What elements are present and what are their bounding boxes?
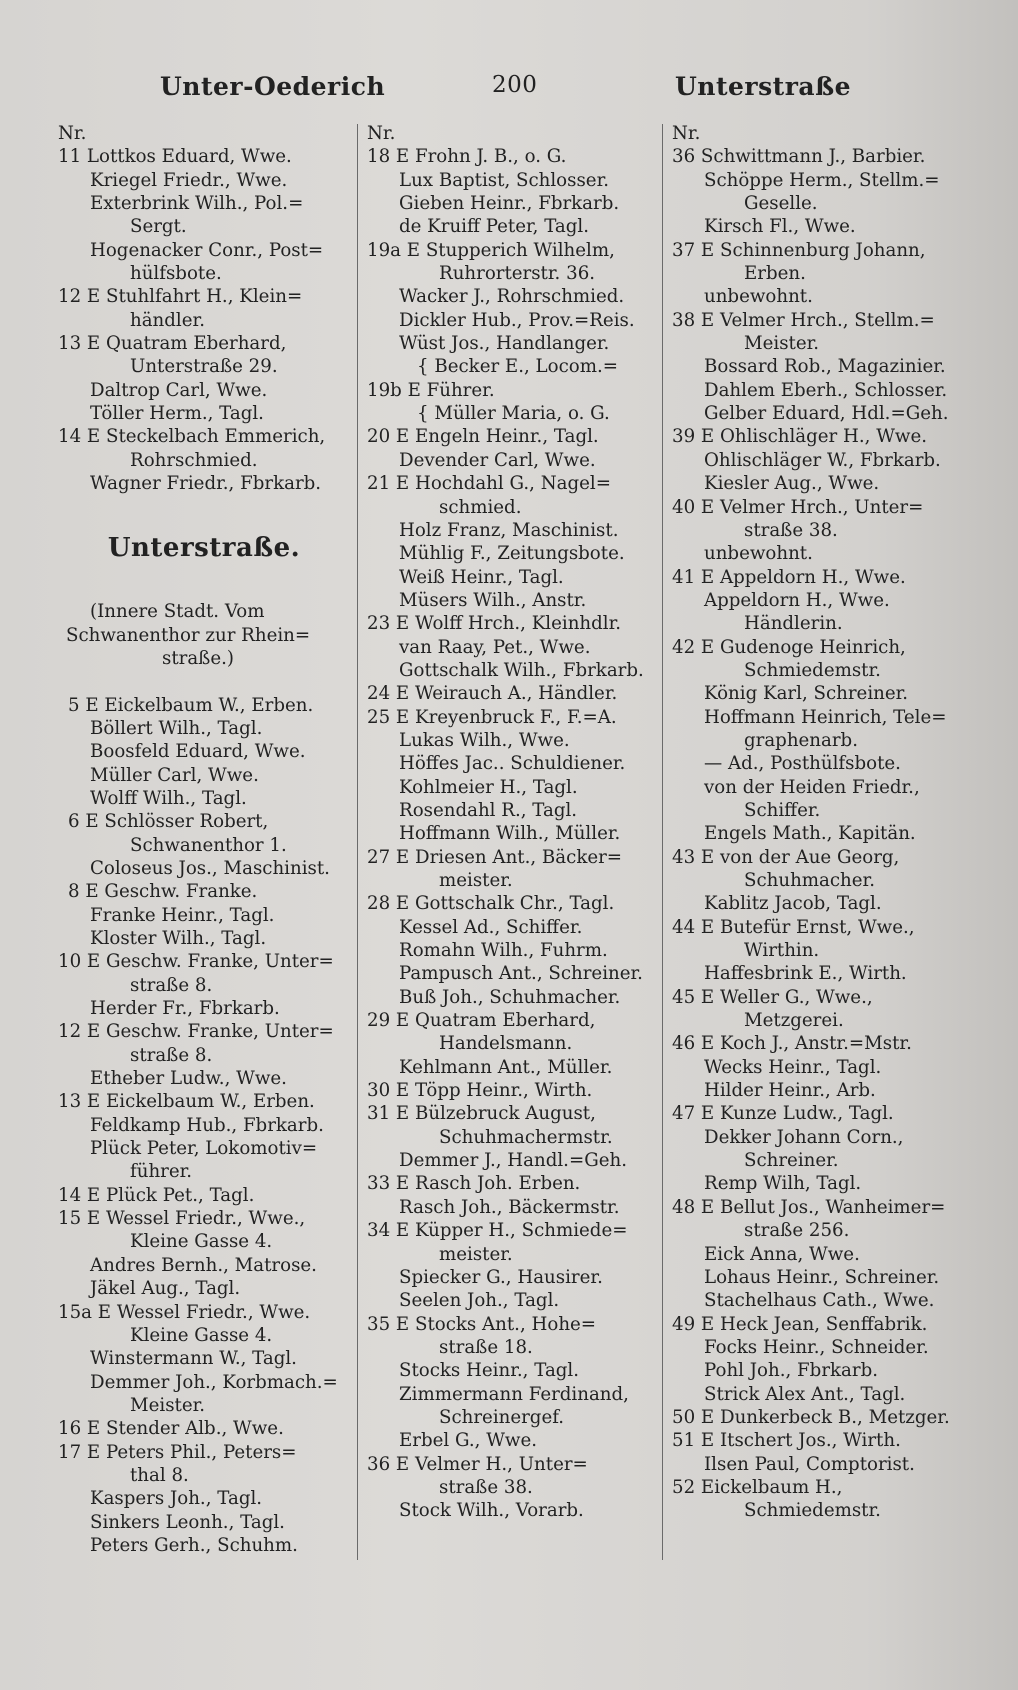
directory-line: Ruhrorterstr. 36. bbox=[439, 263, 596, 285]
directory-line: Herder Fr., Fbrkarb. bbox=[90, 998, 280, 1020]
directory-line: Lux Baptist, Schlosser. bbox=[399, 169, 610, 191]
directory-line: Kiesler Aug., Wwe. bbox=[704, 473, 880, 495]
directory-line: straße 18. bbox=[439, 1336, 533, 1358]
directory-line: Kohlmeier H., Tagl. bbox=[399, 776, 578, 798]
directory-line: Devender Carl, Wwe. bbox=[399, 449, 596, 471]
directory-line: van Raay, Pet., Wwe. bbox=[399, 636, 591, 658]
directory-line: Wirthin. bbox=[744, 940, 820, 962]
directory-line: Winstermann W., Tagl. bbox=[90, 1348, 297, 1370]
directory-line: 20 E Engeln Heinr., Tagl. bbox=[367, 426, 599, 448]
directory-line: Geselle. bbox=[744, 193, 818, 215]
directory-line: 12 E Geschw. Franke, Unter= bbox=[58, 1021, 334, 1043]
directory-line: Plück Peter, Lokomotiv= bbox=[90, 1138, 318, 1160]
directory-line: Pampusch Ant., Schreiner. bbox=[399, 963, 643, 985]
directory-line: führer. bbox=[130, 1161, 193, 1183]
directory-line: Engels Math., Kapitän. bbox=[704, 823, 916, 845]
directory-line: Erbel G., Wwe. bbox=[399, 1430, 538, 1452]
directory-line: 24 E Weirauch A., Händler. bbox=[367, 683, 618, 705]
directory-line: Meister. bbox=[130, 1394, 206, 1416]
directory-line: Pohl Joh., Fbrkarb. bbox=[704, 1360, 878, 1382]
directory-line: 46 E Koch J., Anstr.=Mstr. bbox=[672, 1033, 912, 1055]
directory-line: Zimmermann Ferdinand, bbox=[399, 1383, 629, 1405]
directory-line: 19b E Führer. bbox=[367, 379, 495, 401]
directory-line: Lukas Wilh., Wwe. bbox=[399, 729, 570, 751]
directory-line: 30 E Töpp Heinr., Wirth. bbox=[367, 1080, 593, 1102]
directory-line: Nr. bbox=[58, 123, 87, 144]
directory-line: Romahn Wilh., Fuhrm. bbox=[399, 940, 608, 962]
directory-line: Schmiedemstr. bbox=[744, 1500, 881, 1522]
directory-line: Hilder Heinr., Arb. bbox=[704, 1080, 876, 1102]
directory-line: Gottschalk Wilh., Fbrkarb. bbox=[399, 659, 644, 681]
directory-line: Kleine Gasse 4. bbox=[130, 1324, 273, 1346]
directory-line: 36 Schwittmann J., Barbier. bbox=[672, 146, 926, 168]
directory-line: 6 E Schlösser Robert, bbox=[68, 811, 269, 833]
directory-line: 13 E Eickelbaum W., Erben. bbox=[58, 1091, 315, 1113]
directory-line: straße 38. bbox=[744, 519, 838, 541]
directory-line: 48 E Bellut Jos., Wanheimer= bbox=[672, 1196, 946, 1218]
directory-line: unbewohnt. bbox=[704, 286, 813, 308]
directory-line: Weiß Heinr., Tagl. bbox=[399, 566, 564, 588]
directory-line: Coloseus Jos., Maschinist. bbox=[90, 857, 330, 879]
directory-line: 47 E Kunze Ludw., Tagl. bbox=[672, 1103, 894, 1125]
directory-line: straße 8. bbox=[130, 974, 213, 996]
directory-line: schmied. bbox=[439, 496, 522, 518]
directory-line: Dekker Johann Corn., bbox=[704, 1126, 904, 1148]
directory-line: 43 E von der Aue Georg, bbox=[672, 846, 900, 868]
directory-line: Demmer J., Handl.=Geh. bbox=[399, 1150, 627, 1172]
directory-line: straße 8. bbox=[130, 1044, 213, 1066]
directory-line: Kriegel Friedr., Wwe. bbox=[90, 169, 288, 191]
directory-line: Buß Joh., Schuhmacher. bbox=[399, 986, 621, 1008]
directory-line: Müller Carl, Wwe. bbox=[90, 764, 259, 786]
directory-line: Daltrop Carl, Wwe. bbox=[90, 379, 268, 401]
directory-line: Töller Herm., Tagl. bbox=[90, 403, 264, 425]
directory-line: 15a E Wessel Friedr., Wwe. bbox=[58, 1301, 311, 1323]
directory-line: Exterbrink Wilh., Pol.= bbox=[90, 193, 304, 215]
directory-line: 25 E Kreyenbruck F., F.=A. bbox=[367, 706, 617, 728]
directory-line: Nr. bbox=[672, 123, 701, 144]
directory-line: von der Heiden Friedr., bbox=[704, 776, 920, 798]
directory-line: de Kruiff Peter, Tagl. bbox=[399, 216, 590, 238]
column-3 bbox=[672, 122, 968, 1523]
directory-line: Hoffmann Wilh., Müller. bbox=[399, 823, 621, 845]
directory-line: 28 E Gottschalk Chr., Tagl. bbox=[367, 893, 615, 915]
directory-line: Haffesbrink E., Wirth. bbox=[704, 963, 907, 985]
directory-line: Höffes Jac.. Schuldiener. bbox=[399, 753, 626, 775]
directory-line: Kleine Gasse 4. bbox=[130, 1231, 273, 1253]
directory-line: 38 E Velmer Hrch., Stellm.= bbox=[672, 309, 935, 331]
directory-line: meister. bbox=[439, 870, 513, 891]
running-head-right: Unterstraße bbox=[675, 72, 851, 101]
directory-line: Appeldorn H., Wwe. bbox=[704, 589, 890, 611]
directory-line: Ilsen Paul, Comptorist. bbox=[704, 1453, 915, 1475]
directory-line: meister. bbox=[439, 1243, 513, 1265]
directory-line: 14 E Plück Pet., Tagl. bbox=[58, 1184, 255, 1206]
directory-line: 27 E Driesen Ant., Bäcker= bbox=[367, 846, 623, 868]
directory-line: 17 E Peters Phil., Peters= bbox=[58, 1441, 297, 1463]
directory-line: 45 E Weller G., Wwe., bbox=[672, 986, 873, 1008]
column-divider bbox=[357, 124, 358, 1560]
directory-line: Wacker J., Rohrschmied. bbox=[399, 286, 625, 308]
directory-line: { Müller Maria, o. G. bbox=[417, 403, 610, 425]
directory-line: 35 E Stocks Ant., Hohe= bbox=[367, 1313, 597, 1335]
directory-line: Meister. bbox=[744, 333, 820, 355]
directory-line: Wagner Friedr., Fbrkarb. bbox=[90, 473, 322, 495]
directory-line: Boosfeld Eduard, Wwe. bbox=[90, 741, 306, 763]
directory-line: Wolff Wilh., Tagl. bbox=[90, 787, 247, 809]
directory-line: (Innere Stadt. Vom bbox=[90, 601, 265, 623]
column-divider bbox=[662, 124, 663, 1560]
directory-line: Peters Gerh., Schuhm. bbox=[90, 1534, 298, 1556]
directory-line: 12 E Stuhlfahrt H., Klein= bbox=[58, 286, 303, 308]
directory-line: Hoffmann Heinrich, Tele= bbox=[704, 706, 947, 728]
directory-line: — Ad., Posthülfsbote. bbox=[704, 753, 901, 775]
directory-line: Gieben Heinr., Fbrkarb. bbox=[399, 193, 620, 215]
directory-line: Erben. bbox=[744, 263, 806, 285]
directory-line: 52 Eickelbaum H., bbox=[672, 1476, 843, 1498]
directory-line: Schuhmacher. bbox=[744, 870, 876, 891]
directory-line: händler. bbox=[130, 309, 205, 331]
directory-line: Lohaus Heinr., Schreiner. bbox=[704, 1266, 940, 1288]
directory-line: Rohrschmied. bbox=[130, 449, 258, 471]
directory-line: Feldkamp Hub., Fbrkarb. bbox=[90, 1114, 324, 1136]
directory-line: hülfsbote. bbox=[130, 263, 222, 285]
directory-line: Sinkers Leonh., Tagl. bbox=[90, 1511, 285, 1533]
directory-line: 23 E Wolff Hrch., Kleinhdlr. bbox=[367, 613, 622, 635]
directory-line: Metzgerei. bbox=[744, 1010, 844, 1032]
directory-line: König Karl, Schreiner. bbox=[704, 683, 909, 705]
page-number: 200 bbox=[492, 72, 538, 98]
directory-line: Stachelhaus Cath., Wwe. bbox=[704, 1290, 935, 1312]
spacer bbox=[58, 577, 350, 600]
spacer bbox=[58, 670, 350, 693]
directory-line: straße 256. bbox=[744, 1220, 850, 1242]
directory-line: 14 E Steckelbach Emmerich, bbox=[58, 426, 326, 448]
directory-line: Hogenacker Conr., Post= bbox=[90, 239, 324, 261]
directory-line: Holz Franz, Maschinist. bbox=[399, 519, 619, 541]
directory-line: Kaspers Joh., Tagl. bbox=[90, 1488, 263, 1510]
directory-line: Müsers Wilh., Anstr. bbox=[399, 589, 587, 611]
directory-line: Kloster Wilh., Tagl. bbox=[90, 928, 267, 949]
directory-line: Kablitz Jacob, Tagl. bbox=[704, 893, 882, 915]
spacer bbox=[58, 496, 350, 519]
directory-line: Strick Alex Ant., Tagl. bbox=[704, 1383, 906, 1405]
directory-line: Eick Anna, Wwe. bbox=[704, 1243, 860, 1265]
directory-line: 31 E Bülzebruck August, bbox=[367, 1103, 596, 1125]
directory-line: 21 E Hochdahl G., Nagel= bbox=[367, 473, 611, 495]
directory-line: 49 E Heck Jean, Senffabrik. bbox=[672, 1313, 928, 1335]
directory-line: 44 E Butefür Ernst, Wwe., bbox=[672, 916, 915, 938]
directory-line: Rosendahl R., Tagl. bbox=[399, 799, 578, 821]
directory-line: 11 Lottkos Eduard, Wwe. bbox=[58, 146, 292, 168]
directory-line: Jäkel Aug., Tagl. bbox=[90, 1278, 241, 1300]
directory-line: Ohlischläger W., Fbrkarb. bbox=[704, 449, 941, 471]
directory-line: 8 E Geschw. Franke. bbox=[68, 881, 258, 903]
directory-line: Schöppe Herm., Stellm.= bbox=[704, 169, 940, 191]
directory-line: Wüst Jos., Handlanger. bbox=[399, 333, 610, 355]
directory-line: 16 E Stender Alb., Wwe. bbox=[58, 1418, 284, 1440]
directory-line: Andres Bernh., Matrose. bbox=[90, 1254, 317, 1276]
section-title: Unterstraße. bbox=[107, 532, 301, 563]
directory-line: Kirsch Fl., Wwe. bbox=[704, 216, 856, 238]
directory-line: Mühlig F., Zeitungsbote. bbox=[399, 543, 625, 565]
running-head-left: Unter-Oederich bbox=[160, 72, 386, 101]
directory-line: thal 8. bbox=[130, 1464, 189, 1486]
directory-line: Schwanenthor zur Rhein= bbox=[66, 624, 311, 646]
directory-line: Schreiner. bbox=[744, 1150, 839, 1172]
directory-line: 51 E Itschert Jos., Wirth. bbox=[672, 1430, 901, 1452]
directory-line: Schreinergef. bbox=[439, 1406, 565, 1428]
directory-line: 34 E Küpper H., Schmiede= bbox=[367, 1220, 628, 1242]
directory-line: 10 E Geschw. Franke, Unter= bbox=[58, 951, 334, 973]
column-1 bbox=[58, 122, 350, 1557]
directory-line: Franke Heinr., Tagl. bbox=[90, 904, 275, 926]
directory-line: Stocks Heinr., Tagl. bbox=[399, 1360, 580, 1382]
directory-line: Schmiedemstr. bbox=[744, 659, 881, 681]
directory-line: 5 E Eickelbaum W., Erben. bbox=[68, 694, 314, 716]
directory-line: Stock Wilh., Vorarb. bbox=[399, 1500, 584, 1522]
directory-line: 18 E Frohn J. B., o. G. bbox=[367, 146, 567, 168]
directory-line: 19a E Stupperich Wilhelm, bbox=[367, 239, 615, 261]
directory-line: Kessel Ad., Schiffer. bbox=[399, 916, 583, 938]
directory-line: graphenarb. bbox=[744, 729, 858, 751]
directory-line: Handelsmann. bbox=[439, 1033, 573, 1055]
directory-line: 42 E Gudenoge Heinrich, bbox=[672, 636, 906, 658]
directory-line: 40 E Velmer Hrch., Unter= bbox=[672, 496, 924, 518]
directory-line: Schiffer. bbox=[744, 799, 821, 821]
directory-line: Demmer Joh., Korbmach.= bbox=[90, 1371, 338, 1393]
directory-line: Seelen Joh., Tagl. bbox=[399, 1290, 560, 1312]
directory-line: 13 E Quatram Eberhard, bbox=[58, 333, 287, 355]
directory-line: 36 E Velmer H., Unter= bbox=[367, 1453, 588, 1475]
directory-line: Wecks Heinr., Tagl. bbox=[704, 1056, 882, 1078]
directory-line: Focks Heinr., Schneider. bbox=[704, 1336, 929, 1358]
directory-line: 39 E Ohlischläger H., Wwe. bbox=[672, 426, 928, 448]
directory-line: Remp Wilh, Tagl. bbox=[704, 1173, 862, 1195]
directory-line: Böllert Wilh., Tagl. bbox=[90, 717, 263, 739]
directory-line: straße 38. bbox=[439, 1476, 533, 1498]
directory-line: Unterstraße 29. bbox=[130, 356, 278, 378]
directory-line: Bossard Rob., Magazinier. bbox=[704, 356, 946, 378]
directory-line: 29 E Quatram Eberhard, bbox=[367, 1010, 596, 1032]
directory-line: 50 E Dunkerbeck B., Metzger. bbox=[672, 1406, 950, 1428]
directory-line: Etheber Ludw., Wwe. bbox=[90, 1068, 287, 1090]
directory-line: 37 E Schinnenburg Johann, bbox=[672, 239, 926, 261]
directory-line: unbewohnt. bbox=[704, 543, 813, 565]
column-2 bbox=[367, 122, 659, 1523]
directory-line: 33 E Rasch Joh. Erben. bbox=[367, 1173, 581, 1195]
directory-line: straße.) bbox=[162, 647, 234, 669]
directory-line: Dahlem Eberh., Schlosser. bbox=[704, 379, 948, 401]
directory-line: Sergt. bbox=[130, 216, 187, 238]
directory-line: 41 E Appeldorn H., Wwe. bbox=[672, 566, 906, 588]
directory-line: Gelber Eduard, Hdl.=Geh. bbox=[704, 403, 949, 425]
directory-line: Nr. bbox=[367, 123, 396, 144]
directory-line: Schwanenthor 1. bbox=[130, 834, 287, 856]
directory-line: Kehlmann Ant., Müller. bbox=[399, 1056, 613, 1078]
directory-line: Händlerin. bbox=[744, 613, 843, 635]
directory-line: Spiecker G., Hausirer. bbox=[399, 1266, 603, 1288]
directory-line: Dickler Hub., Prov.=Reis. bbox=[399, 309, 635, 331]
directory-line: Schuhmachermstr. bbox=[439, 1126, 613, 1148]
directory-line: { Becker E., Locom.= bbox=[417, 356, 618, 378]
directory-line: 15 E Wessel Friedr., Wwe., bbox=[58, 1208, 306, 1230]
directory-line: Rasch Joh., Bäckermstr. bbox=[399, 1196, 620, 1218]
